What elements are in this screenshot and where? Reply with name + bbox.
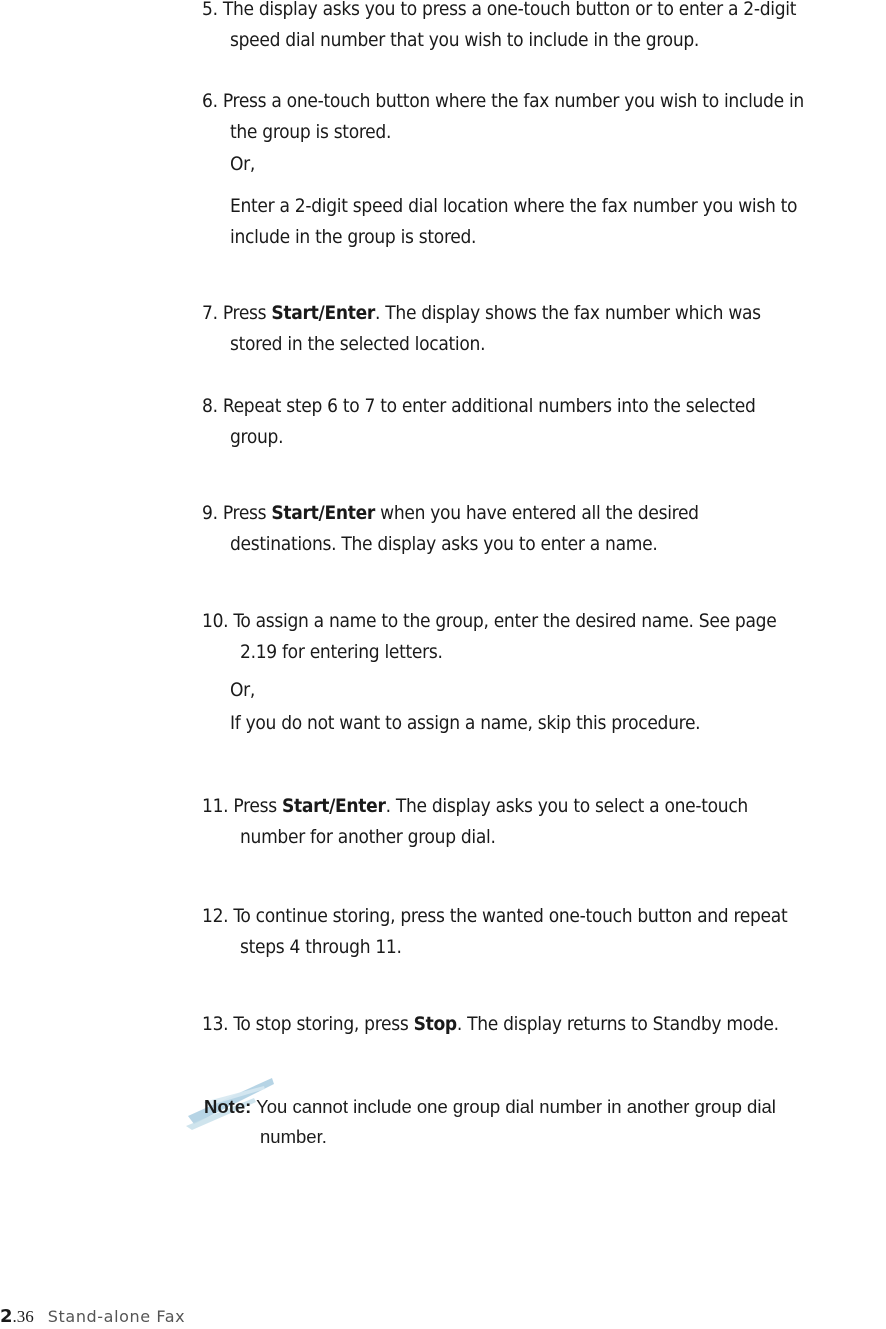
step-9: 9. Press Start/Enter when you have entered all the desired destinations. The display asks you to enter a name. (202, 502, 699, 555)
step-10-or: Or, (230, 679, 256, 701)
start-enter-key: Start/Enter (271, 502, 376, 524)
step-6: 6. Press a one-touch button where the fax number you wish to include in the group is stored. (202, 90, 804, 143)
step-13: 13. To stop storing, press Stop. The display returns to Standby mode. (202, 1013, 779, 1035)
page-number-chapter: 2 (0, 1306, 13, 1327)
step-7: 7. Press Start/Enter. The display shows the fax number which was stored in the selected location. (202, 302, 761, 355)
section-title: Stand-alone Fax (47, 1307, 186, 1326)
step-8: 8. Repeat step 6 to 7 to enter additional numbers into the selected group. (202, 395, 756, 448)
page-number: .36 (12, 1307, 34, 1326)
note: Note: You cannot include one group dial number in another group dial number. (204, 1096, 776, 1147)
stop-key: Stop (413, 1013, 457, 1035)
step-12: 12. To continue storing, press the wanted one-touch button and repeat steps 4 through 11. (202, 905, 788, 958)
step-11: 11. Press Start/Enter. The display asks you to select a one-touch number for another group dial. (202, 795, 748, 848)
step-10-alternative: If you do not want to assign a name, skip this procedure. (230, 712, 701, 734)
start-enter-key: Start/Enter (281, 795, 386, 817)
step-10: 10. To assign a name to the group, enter the desired name. See page 2.19 for entering letters. (202, 610, 777, 663)
step-6-alternative: Enter a 2-digit speed dial location where the fax number you wish to include in the group is stored. (230, 195, 798, 248)
page-footer (0, 1306, 185, 1329)
start-enter-key: Start/Enter (271, 302, 376, 324)
step-6-or: Or, (230, 153, 256, 175)
step-5: 5. The display asks you to press a one-touch button or to enter a 2-digit speed dial number that you wish to include in the group. (202, 0, 797, 51)
note-label: Note: (204, 1096, 252, 1117)
